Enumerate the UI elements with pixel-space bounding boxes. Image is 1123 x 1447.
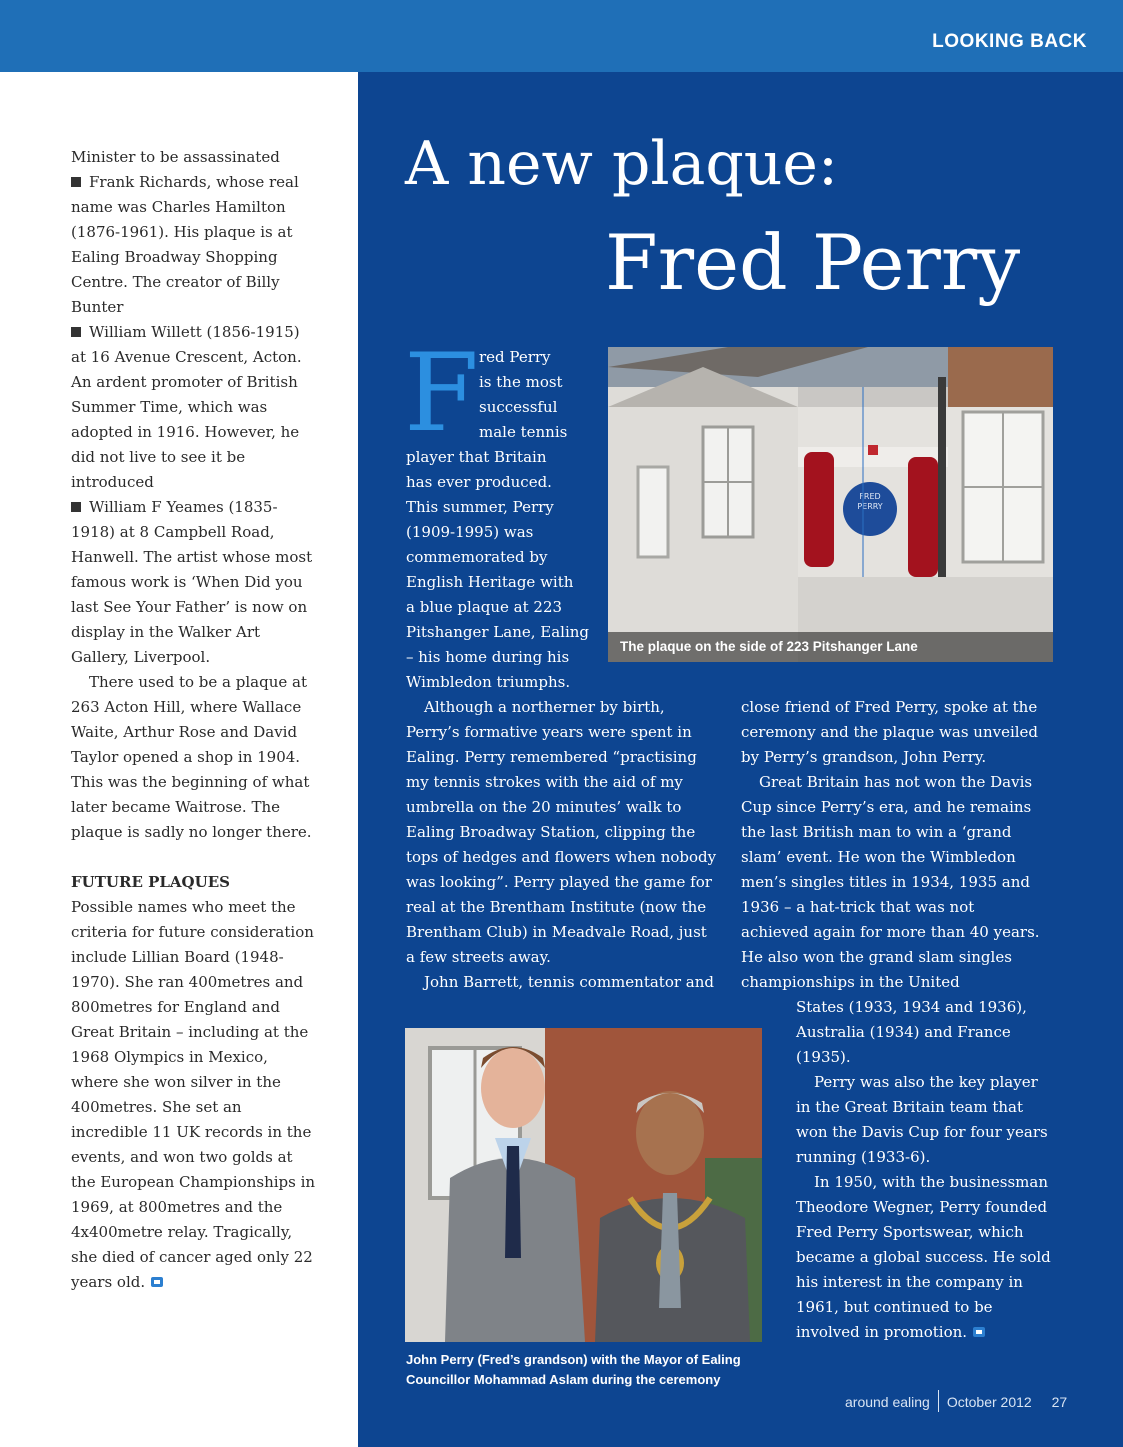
footer-divider — [938, 1390, 939, 1412]
intro-lines — [406, 445, 606, 695]
intro-lines-narrow — [479, 345, 604, 445]
text-line: red Perry — [479, 348, 551, 366]
text-line: is the most — [479, 373, 563, 391]
article-paragraph: Although a northerner by birth, Perry’s formative years were spent in Ealing. Perry remembered “practising my tennis strokes with the aid of my umbrella on the 20 minutes’ walk to Ealing Broadway Station, clipping the tops of hedges and flowers when nobody was looking”. Perry played the game for real at the Brentham Institute (now the Brentham Club) in Meadvale Road, just a few streets away. — [406, 698, 717, 966]
article-column-1 — [406, 695, 718, 995]
sidebar-heading: FUTURE PLAQUES — [71, 873, 230, 891]
house-plaque-photo — [608, 347, 1053, 662]
article-title-line1: A new plaque: — [405, 129, 839, 199]
text-line: (1909-1995) was — [406, 523, 534, 541]
text-line: a blue plaque at 223 — [406, 598, 563, 616]
plaque-text: PERRY — [857, 502, 883, 511]
article-column-3 — [796, 995, 1056, 1345]
text-line: – his home during his — [406, 648, 570, 666]
sidebar-bullet-item: William Willett (1856-1915) at 16 Avenue Crescent, Acton. An ardent promoter of British Summer Time, which was adopted in 1916. However, he did not live to see it be introduced — [71, 323, 302, 491]
header-bar — [0, 0, 1123, 72]
sidebar-text: Possible names who meet the criteria for future consideration include Lillian Board (1948-1970). She ran 400metres and 800metres for England and Great Britain – including at the 1968 Olympics in Mexico, where she won silver in the 400metres. She set an incredible 11 UK records in the events, and won two golds at the European Championships in 1969, at 800metres and the 4x400metre relay. Tragically, she died of cancer aged only 22 years old. — [71, 898, 316, 1291]
text-line: male tennis — [479, 423, 568, 441]
text-line: has ever produced. — [406, 473, 552, 491]
plaque-text: FRED — [859, 492, 881, 501]
bullet-icon — [71, 502, 81, 512]
house-illustration — [608, 347, 1053, 662]
text-line: English Heritage with — [406, 573, 574, 591]
text-line: commemorated by — [406, 548, 548, 566]
ceremony-photo — [405, 1028, 762, 1342]
article-column-2 — [741, 695, 1041, 995]
text-line: This summer, Perry — [406, 498, 554, 516]
issue-date: October 2012 — [946, 1394, 1032, 1410]
drop-cap: F — [404, 331, 479, 456]
text-line: Wimbledon triumphs. — [406, 673, 571, 691]
photo2-caption: John Perry (Fred’s grandson) with the Mayor of Ealing Councillor Mohammad Aslam during the ceremony — [406, 1352, 741, 1387]
bullet-icon — [71, 177, 81, 187]
page-number: 27 — [1051, 1394, 1068, 1410]
page-footer — [845, 1390, 1067, 1412]
text-line: player that Britain — [406, 448, 547, 466]
article-title-line2: Fred Perry — [605, 218, 1021, 307]
article-paragraph: States (1933, 1934 and 1936), Australia (1934) and France (1935). — [796, 998, 1027, 1066]
sidebar-bullet-item: William F Yeames (1835-1918) at 8 Campbell Road, Hanwell. The artist whose most famous work is ‘When Did you last See Your Father’ is now on display in the Walker Art Gallery, Liverpool. — [71, 498, 313, 666]
ceremony-illustration — [405, 1028, 762, 1342]
sidebar-bullet-item: Frank Richards, whose real name was Charles Hamilton (1876-1961). His plaque is at Ealing Broadway Shopping Centre. The creator of Billy Bunter — [71, 173, 299, 316]
bullet-icon — [71, 327, 81, 337]
text-line: successful — [479, 398, 558, 416]
photo1-caption: The plaque on the side of 223 Pitshanger Lane — [608, 632, 1053, 662]
section-label: LOOKING BACK — [932, 31, 1087, 52]
article-paragraph: Great Britain has not won the Davis Cup since Perry’s era, and he remains the last British man to win a ‘grand slam’ event. He won the Wimbledon men’s singles titles in 1934, 1935 and 1936 – a hat-trick that was not achieved again for more than 40 years. He also won the grand slam singles championships in the United — [741, 773, 1040, 991]
article-paragraph: John Barrett, tennis commentator and — [424, 973, 714, 991]
article-paragraph: In 1950, with the businessman Theodore Wegner, Perry founded Fred Perry Sportswear, which became a global success. He sold his interest in the company in 1961, but continued to be involved in promotion. — [796, 1173, 1051, 1341]
publication-name: around ealing — [845, 1394, 930, 1410]
text-line: Pitshanger Lane, Ealing — [406, 623, 590, 641]
end-arrow-icon — [973, 1327, 985, 1337]
sidebar-text: Minister to be assassinated — [71, 148, 280, 166]
article-paragraph: close friend of Fred Perry, spoke at the ceremony and the plaque was unveiled by Perry’s grandson, John Perry. — [741, 698, 1039, 766]
sidebar-column — [71, 145, 316, 1295]
sidebar-text: There used to be a plaque at 263 Acton Hill, where Wallace Waite, Arthur Rose and David Taylor opened a shop in 1904. This was the beginning of what later became Waitrose. The plaque is sadly no longer there. — [71, 673, 312, 841]
continue-arrow-icon — [151, 1277, 163, 1287]
article-paragraph: Perry was also the key player in the Great Britain team that won the Davis Cup for four years running (1933-6). — [796, 1073, 1048, 1166]
